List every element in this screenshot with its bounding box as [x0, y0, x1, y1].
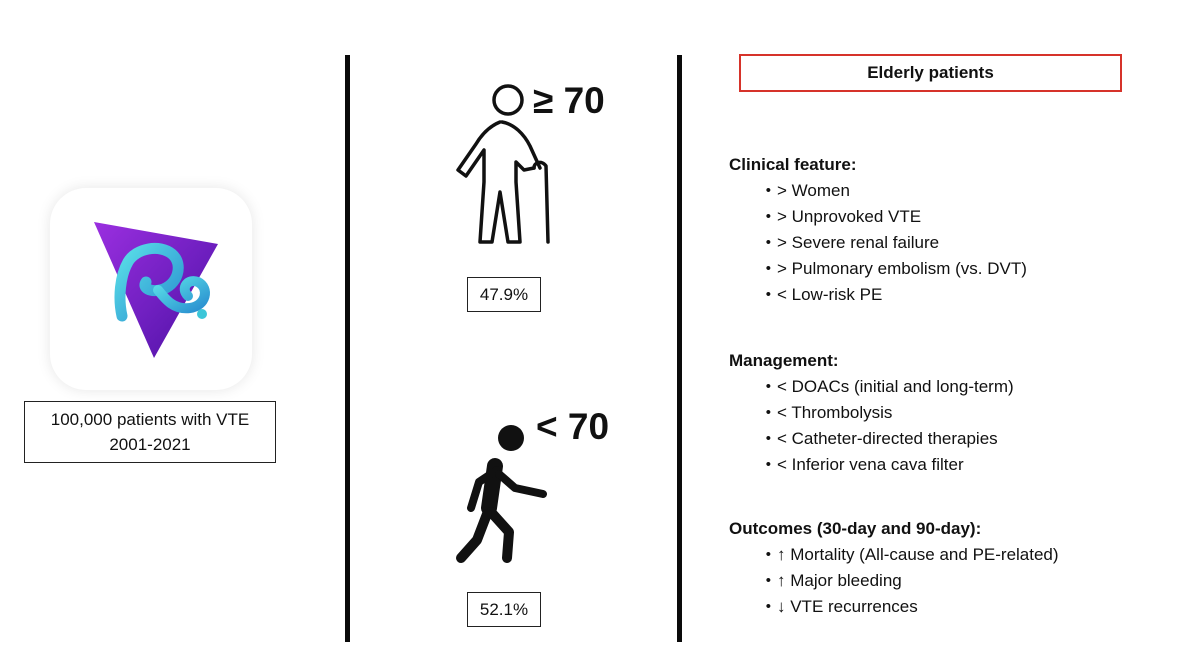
management-section [729, 348, 1014, 478]
young-age-label: < 70 [536, 406, 610, 447]
list-item: • ↑ Mortality (All-cause and PE-related) [729, 542, 1059, 568]
list-item: • ↑ Major bleeding [729, 568, 1059, 594]
elderly-percentage: 47.9% [467, 277, 541, 312]
elderly-patients-header: Elderly patients [739, 54, 1122, 92]
list-item: • > Unprovoked VTE [729, 204, 1027, 230]
riete-logo [50, 188, 252, 390]
riete-registry-logo-icon [50, 188, 252, 390]
list-item: • > Severe renal failure [729, 230, 1027, 256]
list-item: • < Low-risk PE [729, 282, 1027, 308]
outcomes-section [729, 516, 1059, 620]
list-item: • < Inferior vena cava filter [729, 452, 1014, 478]
list-item: • < Thrombolysis [729, 400, 1014, 426]
list-item: • ↓ VTE recurrences [729, 594, 1059, 620]
young-percentage: 52.1% [467, 592, 541, 627]
list-item: • < Catheter-directed therapies [729, 426, 1014, 452]
study-description-box [24, 401, 276, 463]
management-title: Management: [729, 351, 839, 370]
outcomes-title: Outcomes (30-day and 90-day): [729, 519, 982, 538]
list-item: • > Pulmonary embolism (vs. DVT) [729, 256, 1027, 282]
clinical-feature-section [729, 152, 1027, 308]
list-item: • < DOACs (initial and long-term) [729, 374, 1014, 400]
elderly-age-label: ≥ 70 [533, 80, 605, 121]
study-patient-count: 100,000 patients with VTE [50, 410, 250, 429]
list-item: • > Women [729, 178, 1027, 204]
clinical-feature-title: Clinical feature: [729, 155, 857, 174]
column-divider-left [345, 55, 350, 642]
column-divider-right [677, 55, 682, 642]
study-period: 2001-2021 [109, 435, 191, 454]
